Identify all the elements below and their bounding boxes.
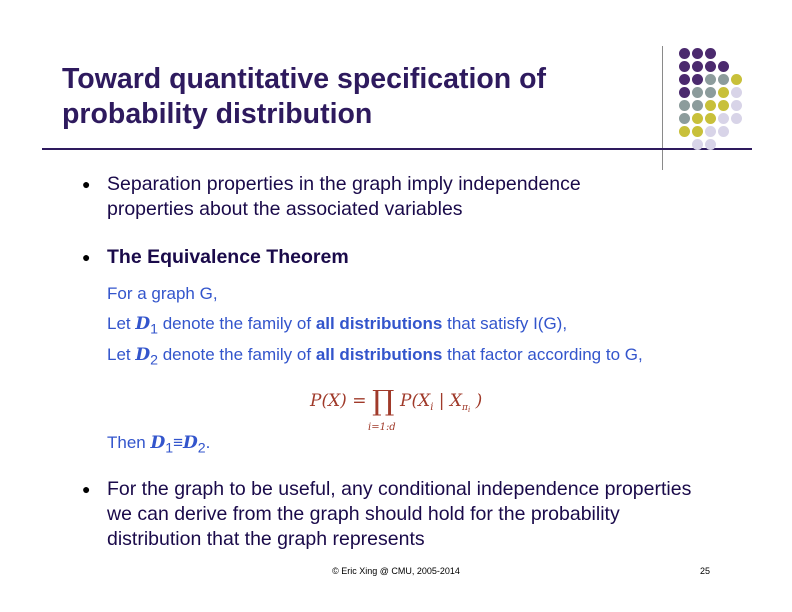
- decor-dot: [731, 87, 742, 98]
- title-underline: [42, 148, 752, 150]
- decor-dot: [718, 100, 729, 111]
- bullet-dot: ●: [82, 249, 91, 265]
- decor-dot: [692, 74, 703, 85]
- bullet-dot: ●: [82, 176, 91, 192]
- decor-dot: [692, 126, 703, 137]
- decor-dot: [692, 61, 703, 72]
- slide-title: Toward quantitative specification of probability distribution: [62, 63, 547, 130]
- decor-dot: [731, 74, 742, 85]
- formula-lhs: P(X) =: [310, 391, 367, 411]
- factorization-formula: [308, 384, 528, 436]
- theorem-line-graph: For a graph G,: [107, 284, 218, 303]
- bullet-graph-useful: For the graph to be useful, any conditional independence properties we can derive from the graph should hold for the probability distribution that the graph represents: [107, 478, 692, 550]
- bullet-equivalence-theorem: The Equivalence Theorem: [107, 246, 349, 268]
- decor-dot: [705, 100, 716, 111]
- formula-rhs: $P(X_i$ | $X_\pi i$ ): [400, 391, 483, 414]
- decor-dot: [705, 61, 716, 72]
- decor-dot: [692, 139, 703, 150]
- decor-dot: [692, 48, 703, 59]
- slide-footer: © Eric Xing @ CMU, 2005-2014: [332, 566, 460, 576]
- decor-dot: [731, 100, 742, 111]
- page-number: 25: [700, 566, 711, 576]
- decor-dot: [705, 87, 716, 98]
- decor-dot: [718, 87, 729, 98]
- vertical-divider: [662, 46, 663, 170]
- decor-dot: [692, 100, 703, 111]
- decor-dot: [718, 113, 729, 124]
- decor-dot: [679, 48, 690, 59]
- decor-dot: [692, 87, 703, 98]
- decor-dot: [705, 139, 716, 150]
- decor-dot: [731, 113, 742, 124]
- decor-dot: [705, 48, 716, 59]
- decor-dot: [679, 100, 690, 111]
- decorative-dot-grid: [679, 48, 759, 148]
- decor-dot: [679, 74, 690, 85]
- decor-dot: [718, 61, 729, 72]
- theorem-line-d1: Let $D_1$ denote the family of all distributions that satisfy I(G),: [107, 314, 568, 338]
- decor-dot: [718, 126, 729, 137]
- theorem-conclusion: Then $D_1\equiv D_2$.: [107, 433, 211, 457]
- decor-dot: [718, 74, 729, 85]
- decor-dot: [705, 126, 716, 137]
- decor-dot: [679, 87, 690, 98]
- bullet-dot: ●: [82, 481, 91, 497]
- decor-dot: [679, 126, 690, 137]
- product-index: i=1:d: [368, 422, 396, 433]
- decor-dot: [679, 113, 690, 124]
- bullet-separation-properties: Separation properties in the graph imply independence properties about the associated variables: [107, 173, 581, 220]
- decor-dot: [679, 61, 690, 72]
- decor-dot: [705, 113, 716, 124]
- theorem-line-d2: Let $D_2$ denote the family of all distributions that factor according to G,: [107, 345, 643, 369]
- product-symbol: ∏: [372, 384, 395, 417]
- decor-dot: [692, 113, 703, 124]
- decor-dot: [705, 74, 716, 85]
